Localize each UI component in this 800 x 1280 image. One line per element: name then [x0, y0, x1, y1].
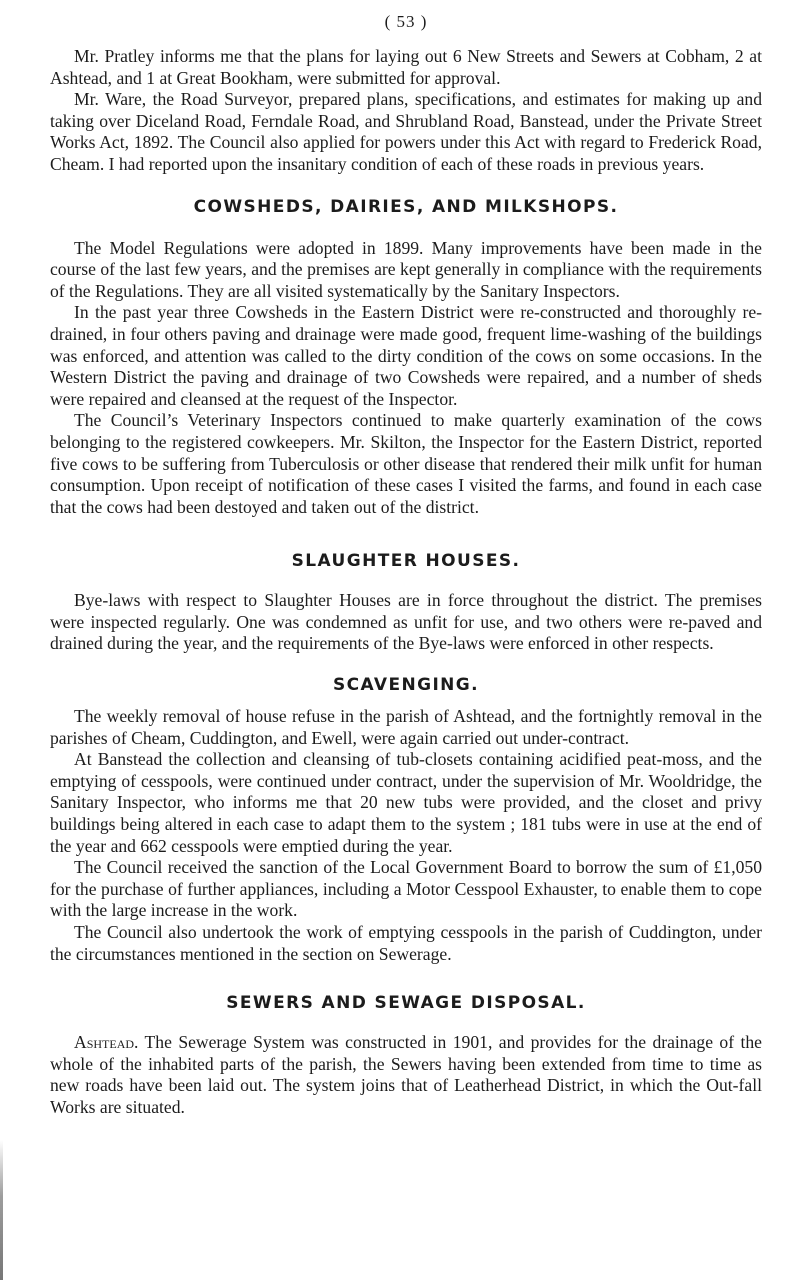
- scavenging-paragraph-4: The Council also undertook the work of emptying cesspools in the parish of Cuddington, under the circumstances mentioned in the section on Sewerage.: [50, 922, 762, 964]
- scavenging-paragraph-3: The Council received the sanction of the Local Government Board to borrow the sum of £1,050 for the purchase of further appliances, including a Motor Cesspool Exhauster, to enable them to cope with the large increase in the work.: [50, 857, 762, 921]
- sewers-paragraph-1: [50, 1032, 762, 1118]
- sewers-lead-word: Ashtead.: [74, 1032, 139, 1053]
- cowsheds-paragraph-3: The Council’s Veterinary Inspectors continued to make quarterly examination of the cows belonging to the registered cowkeepers. Mr. Skilton, the Inspector for the Eastern District, reported five cows to be suffering from Tuberculosis or other disease that rendered their milk unfit for human consumption. Upon receipt of notification of these cases I visited the farms, and found in each case that the cows had been destoyed and taken out of the district.: [50, 410, 762, 517]
- section-heading-scavenging: SCAVENGING.: [332, 675, 480, 696]
- intro-paragraph-1: Mr. Pratley informs me that the plans for laying out 6 New Streets and Sewers at Cobham, 2 at Ashtead, and 1 at Great Bookham, were submitted for approval.: [50, 46, 762, 88]
- section-heading-slaughter-houses: SLAUGHTER HOUSES.: [291, 551, 521, 572]
- slaughter-paragraph-1: Bye-laws with respect to Slaughter Houses are in force throughout the district. The premises were inspected regularly. One was condemned as unfit for use, and two others were re-paved and drained during the year, and the requirements of the Bye-laws were enforced in other respects.: [50, 590, 762, 654]
- section-heading-sewers: SEWERS AND SEWAGE DISPOSAL.: [226, 993, 586, 1014]
- page-edge-shadow: [0, 1140, 3, 1280]
- intro-paragraph-2: Mr. Ware, the Road Surveyor, prepared plans, specifications, and estimates for making up and taking over Diceland Road, Ferndale Road, and Shrubland Road, Banstead, under the Private Street Works Act, 1892. The Council also applied for powers under this Act with regard to Frederick Road, Cheam. I had reported upon the insanitary condition of each of these roads in previous years.: [50, 89, 762, 174]
- scavenging-paragraph-2: At Banstead the collection and cleansing of tub-closets containing acidified peat-moss, and the emptying of cesspools, were continued under contract, under the supervision of Mr. Wooldridge, the Sanitary Inspector, who informs me that 20 new tubs were provided, and the closet and privy buildings being altered in each case to adapt them to the system ; 181 tubs were in use at the end of the year and 662 cesspools were emptied during the year.: [50, 749, 762, 856]
- scavenging-paragraph-1: The weekly removal of house refuse in the parish of Ashtead, and the fortnightly removal in the parishes of Cheam, Cuddington, and Ewell, were again carried out under-contract.: [50, 706, 762, 748]
- sewers-paragraph-text: The Sewerage System was constructed in 1901, and provides for the drainage of the whole of the inhabited parts of the parish, the Sewers having been extended from time to time as new roads have been laid out. The system joins that of Leatherhead District, in which the Out-fall Works are situated.: [50, 1032, 762, 1117]
- cowsheds-paragraph-2: In the past year three Cowsheds in the Eastern District were re-constructed and thoroughly re-drained, in four others paving and drainage were made good, frequent lime-washing of the buildings was enforced, and attention was called to the dirty condition of the cows on some occasions. In the Western District the paving and drainage of two Cowsheds were repaired, and a number of sheds were repaired and cleansed at the request of the Inspector.: [50, 302, 762, 409]
- section-heading-cowsheds: COWSHEDS, DAIRIES, AND MILKSHOPS.: [193, 196, 619, 217]
- cowsheds-paragraph-1: The Model Regulations were adopted in 1899. Many improvements have been made in the course of the last few years, and the premises are kept generally in compliance with the requirements of the Regulations. They are all visited systematically by the Sanitary Inspectors.: [50, 237, 762, 301]
- page-number: ( 53 ): [384, 12, 428, 31]
